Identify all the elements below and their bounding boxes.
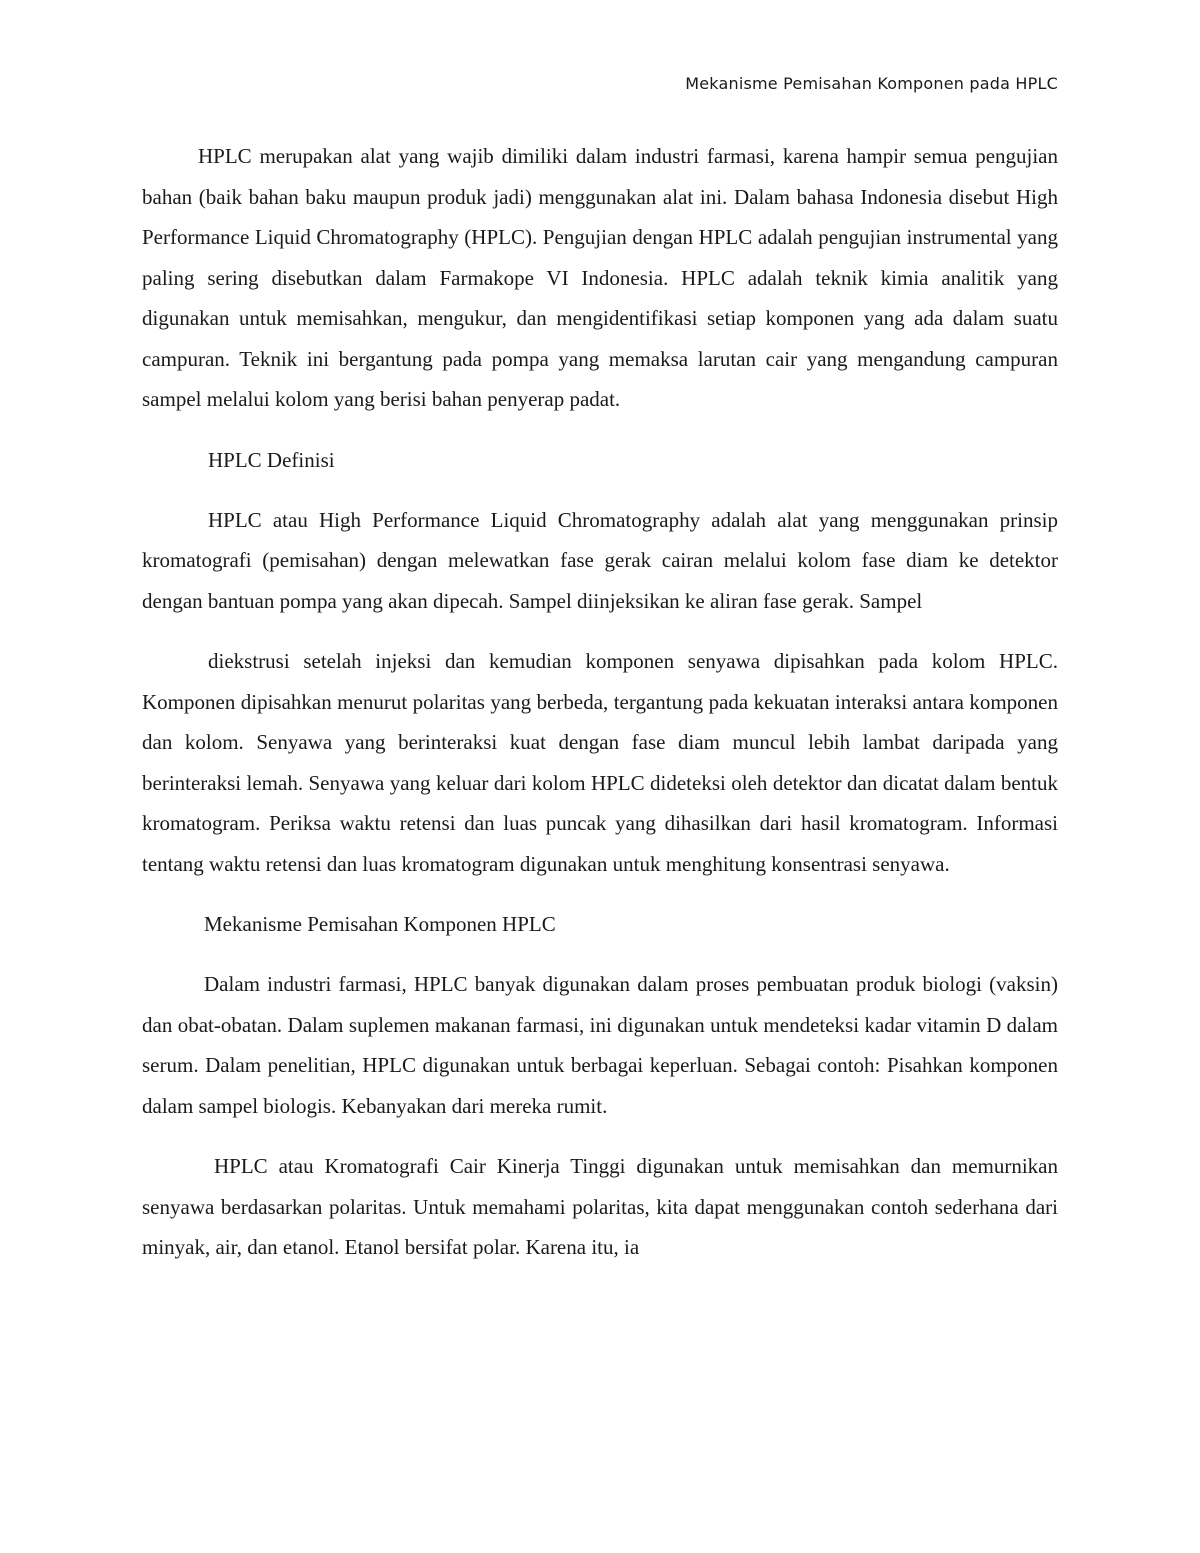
paragraph-industri: Dalam industri farmasi, HPLC banyak digunakan dalam proses pembuatan produk biologi (vaksin) dan obat-obatan. Dalam suplemen makanan farmasi, ini digunakan untuk mendeteksi kadar vitamin D dalam serum. Dalam penelitian, HPLC digunakan untuk berbagai keperluan. Sebagai contoh: Pisahkan komponen dalam sampel biologis. Kebanyakan dari mereka rumit. <box>142 972 1058 1118</box>
document-body <box>142 136 1058 1268</box>
section-heading-mekanisme: Mekanisme Pemisahan Komponen HPLC <box>204 912 556 936</box>
section-heading-definisi: HPLC Definisi <box>208 447 335 472</box>
paragraph-intro: HPLC merupakan alat yang wajib dimiliki dalam industri farmasi, karena hampir semua pengujian bahan (baik bahan baku maupun produk jadi) menggunakan alat ini. Dalam bahasa Indonesia disebut High Performance Liquid Chromatography (HPLC). Pengujian dengan HPLC adalah pengujian instrumental yang paling sering disebutkan dalam Farmakope VI Indonesia. HPLC adalah teknik kimia analitik yang digunakan untuk memisahkan, mengukur, dan mengidentifikasi setiap komponen yang ada dalam suatu campuran. Teknik ini bergantung pada pompa yang memaksa larutan cair yang mengandung campuran sampel melalui kolom yang berisi bahan penyerap padat. <box>142 144 1058 411</box>
running-header: Mekanisme Pemisahan Komponen pada HPLC <box>685 74 1058 93</box>
paragraph-ekstrusi: diekstrusi setelah injeksi dan kemudian komponen senyawa dipisahkan pada kolom HPLC. Komponen dipisahkan menurut polaritas yang berbeda, tergantung pada kekuatan interaksi antara komponen dan kolom. Senyawa yang berinteraksi kuat dengan fase diam muncul lebih lambat daripada yang berinteraksi lemah. Senyawa yang keluar dari kolom HPLC dideteksi oleh detektor dan dicatat dalam bentuk kromatogram. Periksa waktu retensi dan luas puncak yang dihasilkan dari hasil kromatogram. Informasi tentang waktu retensi dan luas kromatogram digunakan untuk menghitung konsentrasi senyawa. <box>142 649 1058 876</box>
paragraph-polaritas: HPLC atau Kromatografi Cair Kinerja Tinggi digunakan untuk memisahkan dan memurnikan senyawa berdasarkan polaritas. Untuk memahami polaritas, kita dapat menggunakan contoh sederhana dari minyak, air, dan etanol. Etanol bersifat polar. Karena itu, ia <box>142 1154 1058 1259</box>
paragraph-definisi: HPLC atau High Performance Liquid Chromatography adalah alat yang menggunakan prinsip kromatografi (pemisahan) dengan melewatkan fase gerak cairan melalui kolom fase diam ke detektor dengan bantuan pompa yang akan dipecah. Sampel diinjeksikan ke aliran fase gerak. Sampel <box>142 507 1058 613</box>
